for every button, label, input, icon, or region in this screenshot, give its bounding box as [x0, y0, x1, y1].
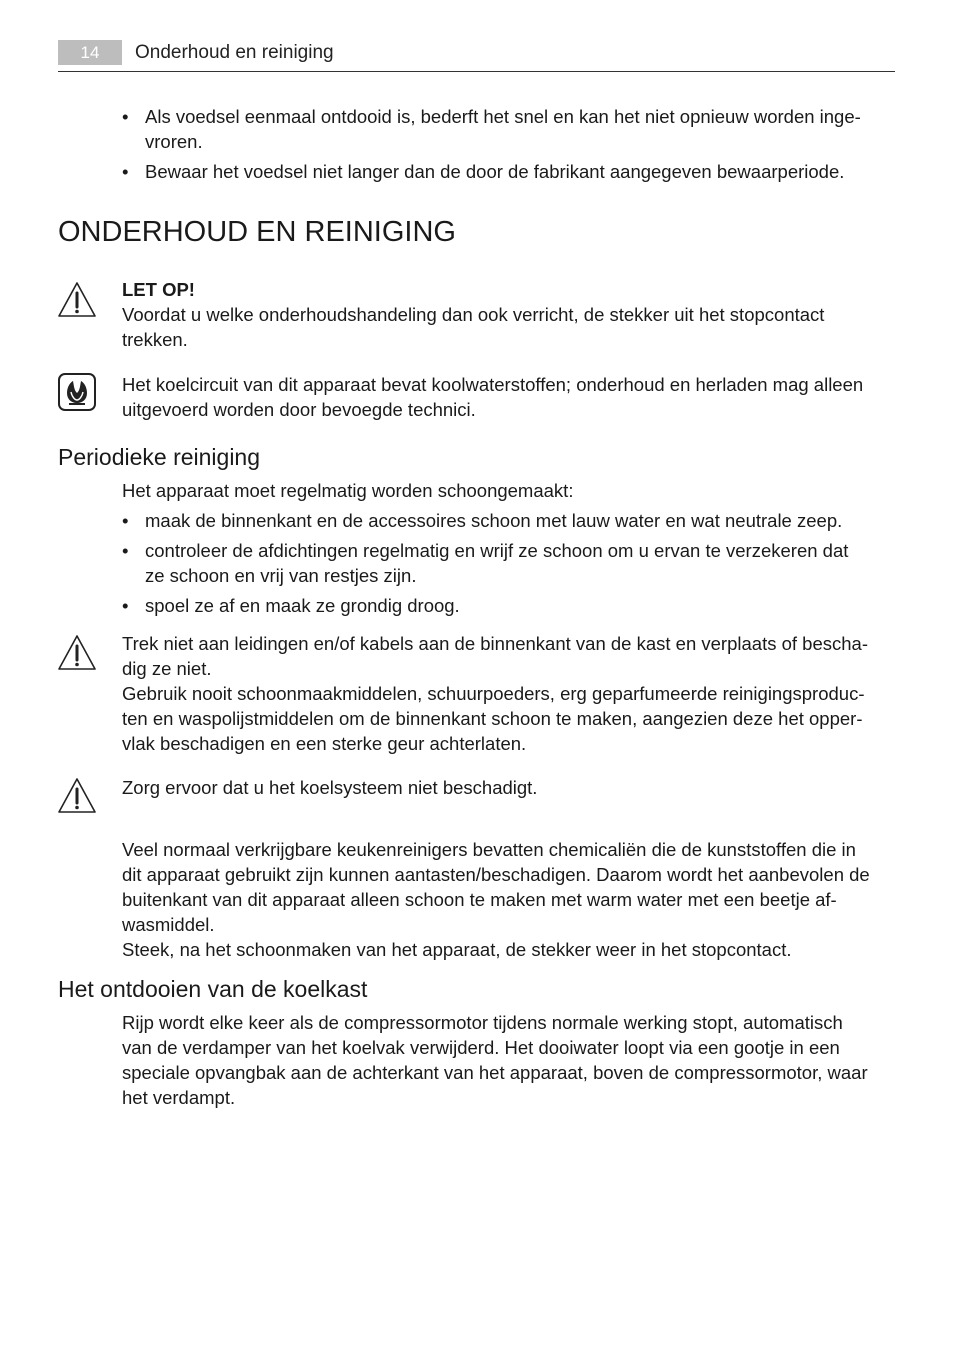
paragraph: Het apparaat moet regelmatig worden schoongemaakt: [122, 480, 574, 501]
subsection-title: Periodieke reiniging [58, 444, 261, 470]
warning-block [122, 277, 894, 352]
warning-line: trekken. [122, 329, 188, 350]
warning-line: Voordat u welke onderhoudshandeling dan ook verricht, de stekker uit het stopcontact [122, 304, 825, 325]
bullet-dot: • [122, 510, 129, 531]
warning-text: Zorg ervoor dat u het koelsysteem niet beschadigt. [122, 777, 538, 798]
running-title: Onderhoud en reiniging [135, 42, 334, 63]
environment-note: Het koelcircuit van dit apparaat bevat koolwaterstoffen; onderhoud en herladen mag alleen uitgevoerd worden door bevoegde technici. [122, 374, 864, 420]
subsection-title: Het ontdooien van de koelkast [58, 976, 368, 1002]
list-item: • maak de binnenkant en de accessoires schoon met lauw water en wat neutrale zeep. [122, 510, 843, 531]
warning-title: LET OP! [122, 279, 195, 300]
bullet-dot: • [122, 540, 129, 561]
page-header [58, 40, 895, 72]
list-item: • Bewaar het voedsel niet langer dan de door de fabrikant aangegeven bewaarperiode. [122, 161, 845, 182]
bullet-dot: • [122, 595, 129, 616]
warning-block: Trek niet aan leidingen en/of kabels aan de binnenkant van de kast en verplaats of bescha- dig ze niet. Gebruik nooit schoonmaakmiddelen, schuurpoeders, erg geparfumeerde reinigingsproduc- ten en waspolijstmiddelen om de binnenkant schoon te maken, aangezien deze het opper- vlak beschadigen en een sterke geur achterlaten. [122, 633, 868, 754]
paragraph: Veel normaal verkrijgbare keukenreinigers bevatten chemicaliën die de kunststoffen die in dit apparaat gebruikt zijn kunnen aantasten/beschadigen. Daarom wordt het aanbevolen de buitenkant van dit apparaat alleen schoon te maken met warm water met een beetje af- wasmiddel. Steek, na het schoonmaken van het apparaat, de stekker weer in het stopcontact. [122, 839, 870, 960]
bullet-dot: • [122, 161, 129, 182]
paragraph: Rijp wordt elke keer als de compressormotor tijdens normale werking stopt, automatisch van de verdamper van het koelvak verwijderd. Het dooiwater loopt via een gootje in een speciale opvangbak aan de achterkant van het apparaat, boven de compressormotor, waar het verdampt. [122, 1012, 868, 1108]
environment-icon [57, 373, 97, 411]
list-item: • Als voedsel eenmaal ontdooid is, bederft het snel en kan het niet opnieuw worden inge- vroren. [122, 106, 861, 152]
warning-triangle-icon [57, 634, 97, 672]
warning-triangle-icon [57, 777, 97, 815]
bullet-dot: • [122, 106, 129, 127]
list-item: • spoel ze af en maak ze grondig droog. [122, 595, 460, 616]
section-title: ONDERHOUD EN REINIGING [58, 216, 456, 248]
list-item: • controleer de afdichtingen regelmatig en wrijf ze schoon om u ervan te verzekeren dat ze schoon en vrij van restjes zijn. [122, 540, 849, 586]
page-number: 14 [58, 40, 122, 65]
warning-triangle-icon [57, 281, 97, 319]
